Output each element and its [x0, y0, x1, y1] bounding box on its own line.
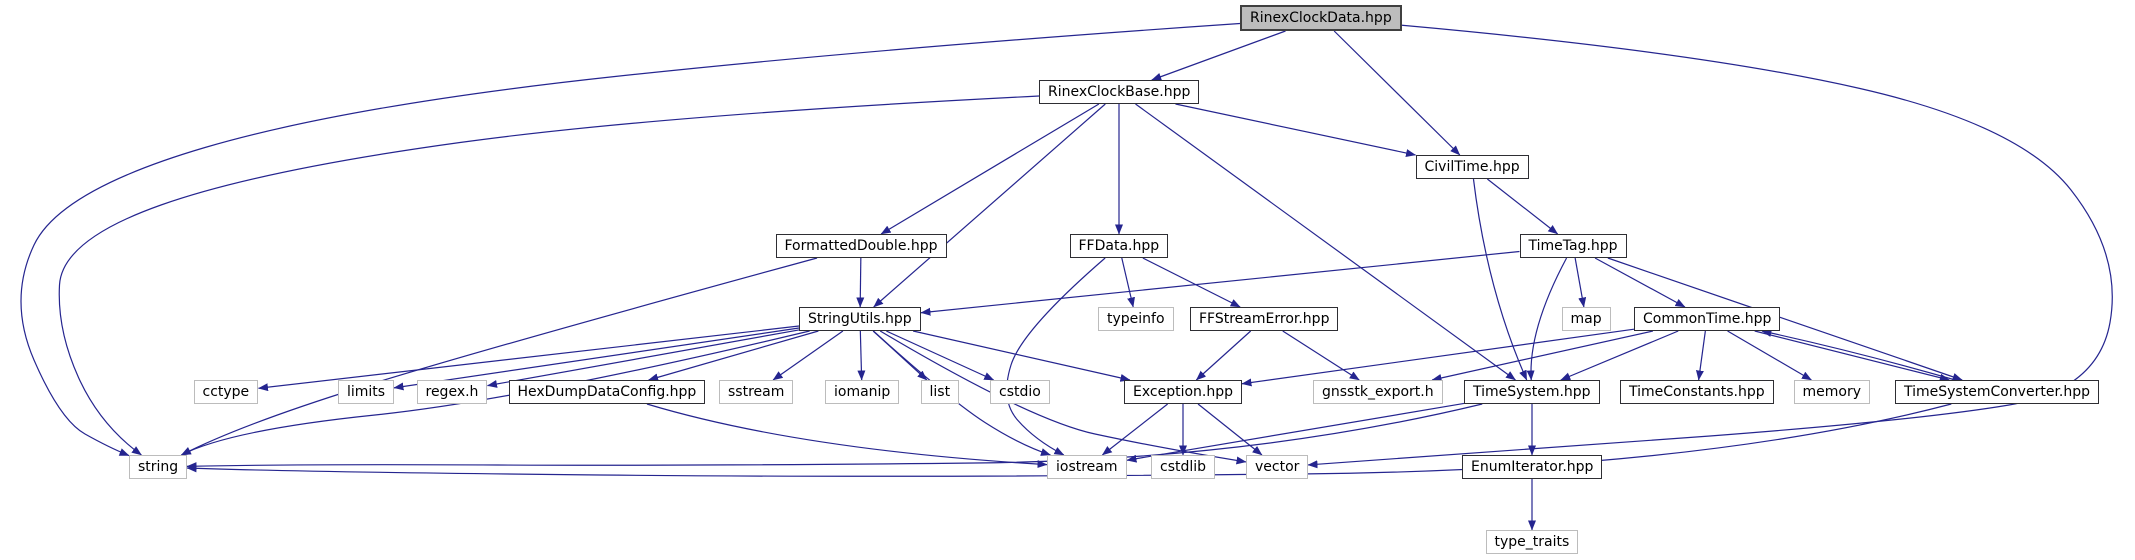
- node-RinexClockData[interactable]: RinexClockData.hpp: [1240, 5, 1402, 31]
- node-TimeSystemConverter[interactable]: TimeSystemConverter.hpp: [1895, 380, 2099, 404]
- edge-CommonTime-gnsstk_export: [1432, 331, 1653, 380]
- edge-RinexClockBase-StringUtils: [874, 104, 1106, 307]
- edge-StringUtils-HexDumpDataConfig: [649, 331, 819, 380]
- node-iostream: iostream: [1047, 455, 1127, 479]
- node-gnsstk_export: gnsstk_export.h: [1313, 380, 1443, 404]
- edge-TimeTag-CommonTime: [1595, 258, 1685, 307]
- edge-CommonTime-TimeConstants: [1699, 331, 1706, 380]
- edge-Exception-vector: [1198, 404, 1262, 455]
- node-limits: limits: [338, 380, 394, 404]
- node-TimeTag[interactable]: TimeTag.hpp: [1520, 234, 1627, 258]
- edge-FormattedDouble-string: [181, 258, 817, 455]
- node-StringUtils[interactable]: StringUtils.hpp: [799, 307, 921, 331]
- edge-FFStreamError-Exception: [1196, 331, 1250, 380]
- edge-RinexClockBase-FormattedDouble: [881, 104, 1099, 234]
- node-sstream: sstream: [719, 380, 793, 404]
- node-Exception[interactable]: Exception.hpp: [1124, 380, 1242, 404]
- node-TimeConstants[interactable]: TimeConstants.hpp: [1620, 380, 1774, 404]
- edge-TimeTag-StringUtils: [921, 251, 1520, 312]
- edge-StringUtils-cctype: [259, 326, 800, 388]
- edge-CivilTime-TimeTag: [1487, 179, 1557, 234]
- edge-RinexClockBase-CivilTime: [1175, 104, 1415, 155]
- edge-StringUtils-iomanip: [860, 331, 861, 380]
- edge-FFData-FFStreamError: [1143, 258, 1240, 307]
- edge-CommonTime-memory: [1728, 331, 1812, 380]
- edge-StringUtils-string: [181, 331, 809, 455]
- edge-CommonTime-Exception: [1242, 329, 1634, 384]
- edge-StringUtils-list: [873, 331, 927, 380]
- edge-TimeTag-map: [1575, 258, 1584, 307]
- node-cctype: cctype: [194, 380, 259, 404]
- node-map: map: [1562, 307, 1611, 331]
- node-FFData[interactable]: FFData.hpp: [1070, 234, 1169, 258]
- node-memory: memory: [1794, 380, 1871, 404]
- edge-StringUtils-limits: [394, 328, 799, 388]
- edge-StringUtils-sstream: [773, 331, 843, 380]
- edge-TimeSystemConverter-CommonTime: [1762, 331, 1955, 380]
- edge-StringUtils-Exception: [913, 331, 1130, 380]
- edge-FFStreamError-gnsstk_export: [1283, 331, 1360, 380]
- edge-CivilTime-TimeSystem: [1473, 179, 1526, 380]
- node-typeinfo: typeinfo: [1098, 307, 1174, 331]
- node-iomanip: iomanip: [825, 380, 899, 404]
- node-FormattedDouble[interactable]: FormattedDouble.hpp: [776, 234, 947, 258]
- edge-RinexClockData-CivilTime: [1334, 31, 1460, 155]
- edge-FormattedDouble-StringUtils: [860, 258, 861, 307]
- edge-TimeSystem-iostream: [1127, 403, 1464, 460]
- edge-HexDumpDataConfig-iostream: [647, 404, 1047, 465]
- node-CommonTime[interactable]: CommonTime.hpp: [1634, 307, 1780, 331]
- node-vector: vector: [1246, 455, 1308, 479]
- edge-StringUtils-cstdio: [886, 331, 993, 380]
- node-list: list: [921, 380, 960, 404]
- node-FFStreamError[interactable]: FFStreamError.hpp: [1190, 307, 1338, 331]
- node-HexDumpDataConfig[interactable]: HexDumpDataConfig.hpp: [509, 380, 706, 404]
- node-cstdio: cstdio: [990, 380, 1050, 404]
- edge-CommonTime-TimeSystem: [1561, 331, 1678, 380]
- node-string: string: [129, 455, 187, 479]
- edge-RinexClockBase-TimeSystem: [1136, 104, 1516, 380]
- node-type_traits: type_traits: [1486, 530, 1579, 554]
- edge-RinexClockData-RinexClockBase: [1152, 31, 1286, 80]
- node-cstdlib: cstdlib: [1151, 455, 1215, 479]
- edge-FFData-iostream: [1007, 258, 1105, 455]
- node-RinexClockBase[interactable]: RinexClockBase.hpp: [1039, 80, 1199, 104]
- edge-FFData-typeinfo: [1122, 258, 1133, 307]
- edge-CommonTime-TimeSystemConverter: [1755, 331, 1950, 380]
- node-CivilTime[interactable]: CivilTime.hpp: [1416, 155, 1529, 179]
- edge-StringUtils-regexh: [488, 330, 800, 386]
- edge-Exception-iostream: [1102, 404, 1167, 455]
- node-regexh: regex.h: [417, 380, 488, 404]
- node-TimeSystem[interactable]: TimeSystem.hpp: [1464, 380, 1600, 404]
- node-EnumIterator[interactable]: EnumIterator.hpp: [1462, 455, 1602, 479]
